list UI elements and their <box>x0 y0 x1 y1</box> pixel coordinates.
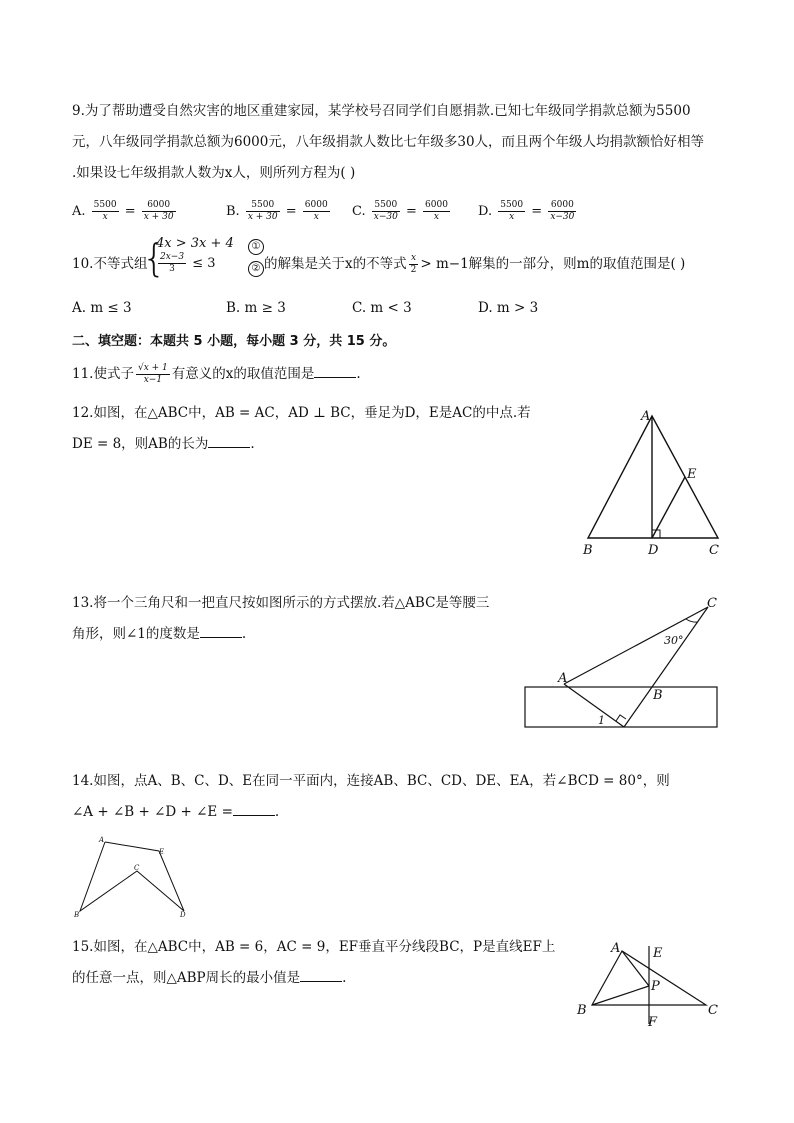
q11-prefix: 11.使式子 <box>72 366 134 382</box>
frac-den: x + 30 <box>143 212 174 222</box>
label-e: E <box>159 848 165 856</box>
frac-den: x + 30 <box>247 212 278 222</box>
option-label: C. <box>352 204 366 219</box>
frac-num: 2x−3 <box>160 252 185 262</box>
q9-option-d[interactable]: D. $\frac{5500}{x}$ = $\frac{6000}{x-30}$ <box>478 200 575 222</box>
frac-num: √x + 1 <box>137 363 168 373</box>
label-a: A <box>641 409 651 424</box>
frac-den: x−30 <box>550 212 575 222</box>
label-c: C <box>707 596 717 611</box>
ruler <box>525 687 717 727</box>
q10-option-c[interactable]: C. m < 3 <box>352 300 412 316</box>
option-label: A. <box>72 204 86 219</box>
label-b: B <box>577 1003 587 1018</box>
label-b: B <box>653 688 663 703</box>
label-c: C <box>134 864 140 872</box>
q9-line-3: .如果设七年级捐款人数为x人，则所列方程为( ) <box>72 165 356 181</box>
polyline-abcde <box>80 842 184 911</box>
frac-num: 5500 <box>246 200 280 212</box>
frac-num: 6000 <box>548 200 576 212</box>
label-p: P <box>651 979 660 994</box>
q11-end: . <box>356 366 361 382</box>
q12-figure <box>578 404 728 560</box>
q12-line-1: 12.如图，在△ABC中，AB = AC，AD ⊥ BC，垂足为D，E是AC的中点.若 <box>72 405 531 421</box>
answer-blank[interactable] <box>208 433 250 448</box>
frac-den: x <box>509 212 515 222</box>
answer-blank[interactable] <box>300 967 342 982</box>
frac-num: 6000 <box>142 200 176 212</box>
frac-den: x <box>102 212 108 222</box>
q10-inequality-2 <box>156 252 216 275</box>
label-e: E <box>653 946 663 961</box>
circled-1: ① <box>248 239 264 255</box>
segment-ap <box>622 951 649 986</box>
q9-option-c[interactable]: C. $\frac{5500}{x-30}$ = $\frac{6000}{x}$ <box>352 200 448 222</box>
frac-den: x−30 <box>373 212 398 222</box>
q10-prefix: 10.不等式组 <box>72 256 148 272</box>
label-angle-30: 30° <box>664 634 684 647</box>
q9-option-a[interactable]: A. $\frac{5500}{x}$ = $\frac{6000}{x + 30}$ <box>72 200 174 222</box>
option-label: D. <box>478 204 493 219</box>
side-a-ruler <box>564 684 624 727</box>
q12-line-2 <box>72 429 542 460</box>
q14-line-2 <box>72 797 752 828</box>
q14-line-1: 14.如图，点A、B、C、D、E在同一平面内，连接AB、BC、CD、DE、EA，若∠BCD = 80°，则 <box>72 773 670 789</box>
q9-options <box>72 200 732 222</box>
label-f: F <box>648 1015 658 1028</box>
label-b: B <box>74 911 80 919</box>
label-a: A <box>611 941 621 956</box>
right-angle-mark <box>616 715 626 721</box>
q9-option-b[interactable]: B. $\frac{5500}{x + 30}$ = $\frac{6000}{x}$ <box>226 200 328 222</box>
q9-line-1: 9.为了帮助遭受自然灾害的地区重建家园，某学校号召同学们自愿捐款.已知七年级同学捐款总额为5500 <box>72 103 691 119</box>
q13-line-2 <box>72 619 512 650</box>
frac-den: x <box>313 212 319 222</box>
option-label: B. <box>226 204 240 219</box>
question-9 <box>72 96 742 189</box>
label-d: D <box>648 543 659 558</box>
answer-blank[interactable] <box>200 623 242 638</box>
q15-line-2-text: 的任意一点，则△ABP周长的最小值是 <box>72 970 301 986</box>
label-d: D <box>180 911 186 919</box>
q12-line-2-text: DE = 8，则AB的长为 <box>72 436 209 452</box>
question-10 <box>72 236 732 286</box>
answer-blank[interactable] <box>314 363 356 378</box>
q10-middle-text: 的解集是关于x的不等式 <box>264 256 407 272</box>
q9-line-2: 元，八年级同学捐款总额为6000元，八年级捐款人数比七年级多30人，而且两个年级人均捐款额恰好相等 <box>72 134 705 150</box>
q11-suffix: 有意义的x的取值范围是 <box>171 366 315 382</box>
q10-options <box>72 300 732 322</box>
frac-num: 5500 <box>93 200 117 210</box>
question-13 <box>72 588 512 650</box>
q10-brace: { <box>142 236 167 280</box>
question-14 <box>72 766 752 828</box>
q15-line-2 <box>72 963 562 994</box>
q12-end: . <box>250 436 255 452</box>
q15-line-1: 15.如图，在△ABC中，AB = 6，AC = 9，EF垂直平分线段BC，P是直线EF上 <box>72 939 556 955</box>
q14-line-2-text: ∠A + ∠B + ∠D + ∠E = <box>72 804 233 820</box>
answer-blank[interactable] <box>233 801 275 816</box>
circled-2: ② <box>248 261 264 277</box>
q10-option-d[interactable]: D. m > 3 <box>478 300 539 316</box>
q13-figure <box>520 590 724 736</box>
side-cb <box>624 607 708 727</box>
q10-middle <box>264 252 685 276</box>
frac-num: 6000 <box>425 200 448 210</box>
label-b: B <box>583 543 593 558</box>
side-ac <box>564 607 708 684</box>
frac-num: 6000 <box>304 200 328 210</box>
ineq-rest: ≤ 3 <box>192 256 216 271</box>
label-a: A <box>558 671 568 686</box>
q10-option-a[interactable]: A. m ≤ 3 <box>72 300 132 316</box>
section-2-heading: 二、填空题：本题共 5 小题，每小题 3 分，共 15 分。 <box>72 334 396 349</box>
angle-30-arc <box>686 619 698 622</box>
question-12 <box>72 398 542 460</box>
q13-line-1: 13.将一个三角尺和一把直尺按如图所示的方式摆放.若△ABC是等腰三 <box>72 595 490 611</box>
q10-suffix: > m−1解集的一部分，则m的取值范围是( ) <box>420 256 686 272</box>
q14-figure <box>70 832 194 922</box>
frac-den: 2 <box>410 265 417 275</box>
label-a: A <box>99 836 105 844</box>
question-11 <box>72 362 361 386</box>
frac-num: x <box>409 253 419 265</box>
q10-option-b[interactable]: B. m ≥ 3 <box>226 300 286 316</box>
q14-end: . <box>274 804 280 820</box>
q13-end: . <box>241 626 247 642</box>
label-e: E <box>687 467 697 482</box>
segment-de <box>652 477 685 538</box>
triangle-abc <box>588 416 718 538</box>
q13-line-2-text: 角形，则∠1的度数是 <box>72 626 200 642</box>
label-c: C <box>708 1003 718 1018</box>
q10-inequality-1: 4x > 3x + 4 <box>156 236 234 251</box>
label-c: C <box>709 543 719 558</box>
frac-den: x−1 <box>143 375 163 385</box>
q15-figure <box>572 938 732 1028</box>
frac-num: 5500 <box>500 200 524 210</box>
frac-num: 5500 <box>372 200 400 212</box>
frac-den: x <box>433 212 439 222</box>
q15-end: . <box>342 970 347 986</box>
label-angle-1: 1 <box>598 714 605 727</box>
frac-den: 3 <box>169 264 175 274</box>
question-15 <box>72 932 562 994</box>
